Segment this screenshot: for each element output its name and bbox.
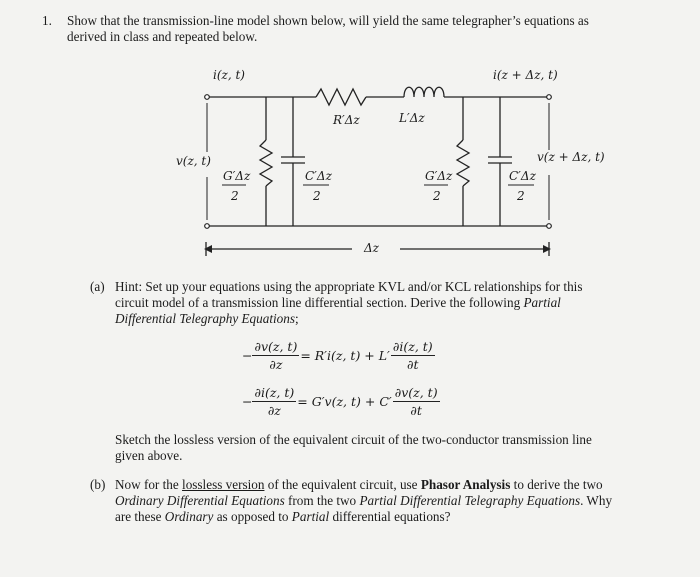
g-left-denominator: 2 (231, 189, 239, 203)
inductor-label: L′Δz (399, 111, 425, 125)
current-right-label: i(z + Δz, t) (493, 68, 558, 82)
g-left-numerator: G′Δz (223, 169, 251, 183)
terminal-top-right (547, 95, 552, 100)
voltage-left-label: v(z, t) (176, 154, 211, 168)
g-right-numerator: G′Δz (425, 169, 453, 183)
delta-z-label: Δz (364, 241, 379, 255)
c-left-denominator: 2 (313, 189, 321, 203)
part-a-line-2: circuit model of a transmission line differential section. Derive the following Partial (115, 295, 561, 310)
conductance-right (457, 140, 469, 186)
equation-1: − $\frac{\partial v(z, t)}{\partial z}$ = R′i(z, t) + L′ $\frac{\partial i(z, t)}{\partial t}$ (242, 339, 433, 372)
terminal-bottom-left (205, 224, 210, 229)
terminal-bottom-right (547, 224, 552, 229)
conductance-left (260, 140, 272, 186)
inductor-coil (404, 87, 444, 97)
part-a-line-1: Hint: Set up your equations using the appropriate KVL and/or KCL relationships for this (115, 279, 583, 294)
part-b-line-1: Now for the lossless version of the equivalent circuit, use Phasor Analysis to derive the two (115, 477, 603, 492)
voltage-right-label: v(z + Δz, t) (537, 150, 605, 164)
resistor-zigzag (316, 89, 366, 105)
part-a-label: (a) (90, 279, 105, 294)
g-right-denominator: 2 (433, 189, 441, 203)
part-b-label: (b) (90, 477, 106, 492)
current-left-label: i(z, t) (213, 68, 245, 82)
c-right-numerator: C′Δz (509, 169, 536, 183)
part-b-line-3: are these Ordinary as opposed to Partial differential equations? (115, 509, 451, 524)
equation-2: − $\frac{\partial i(z, t)}{\partial z}$ = G′v(z, t) + C′ $\frac{\partial v(z, t)}{\partial t}$ (242, 385, 438, 418)
problem-line-2: derived in class and repeated below. (67, 29, 258, 44)
part-b-line-2: Ordinary Differential Equations from the two Partial Differential Telegraphy Equations. Why (115, 493, 613, 508)
problem-number: 1. (42, 13, 52, 28)
terminal-top-left (205, 95, 210, 100)
problem-line-1: Show that the transmission-line model shown below, will yield the same telegrapher’s equations as (67, 13, 589, 28)
sketch-line-1: Sketch the lossless version of the equivalent circuit of the two-conductor transmission line (115, 432, 592, 447)
part-a-line-3: Differential Telegraphy Equations; (115, 311, 299, 326)
c-right-denominator: 2 (517, 189, 525, 203)
c-left-numerator: C′Δz (305, 169, 332, 183)
resistor-label: R′Δz (333, 113, 360, 127)
sketch-line-2: given above. (115, 448, 183, 463)
